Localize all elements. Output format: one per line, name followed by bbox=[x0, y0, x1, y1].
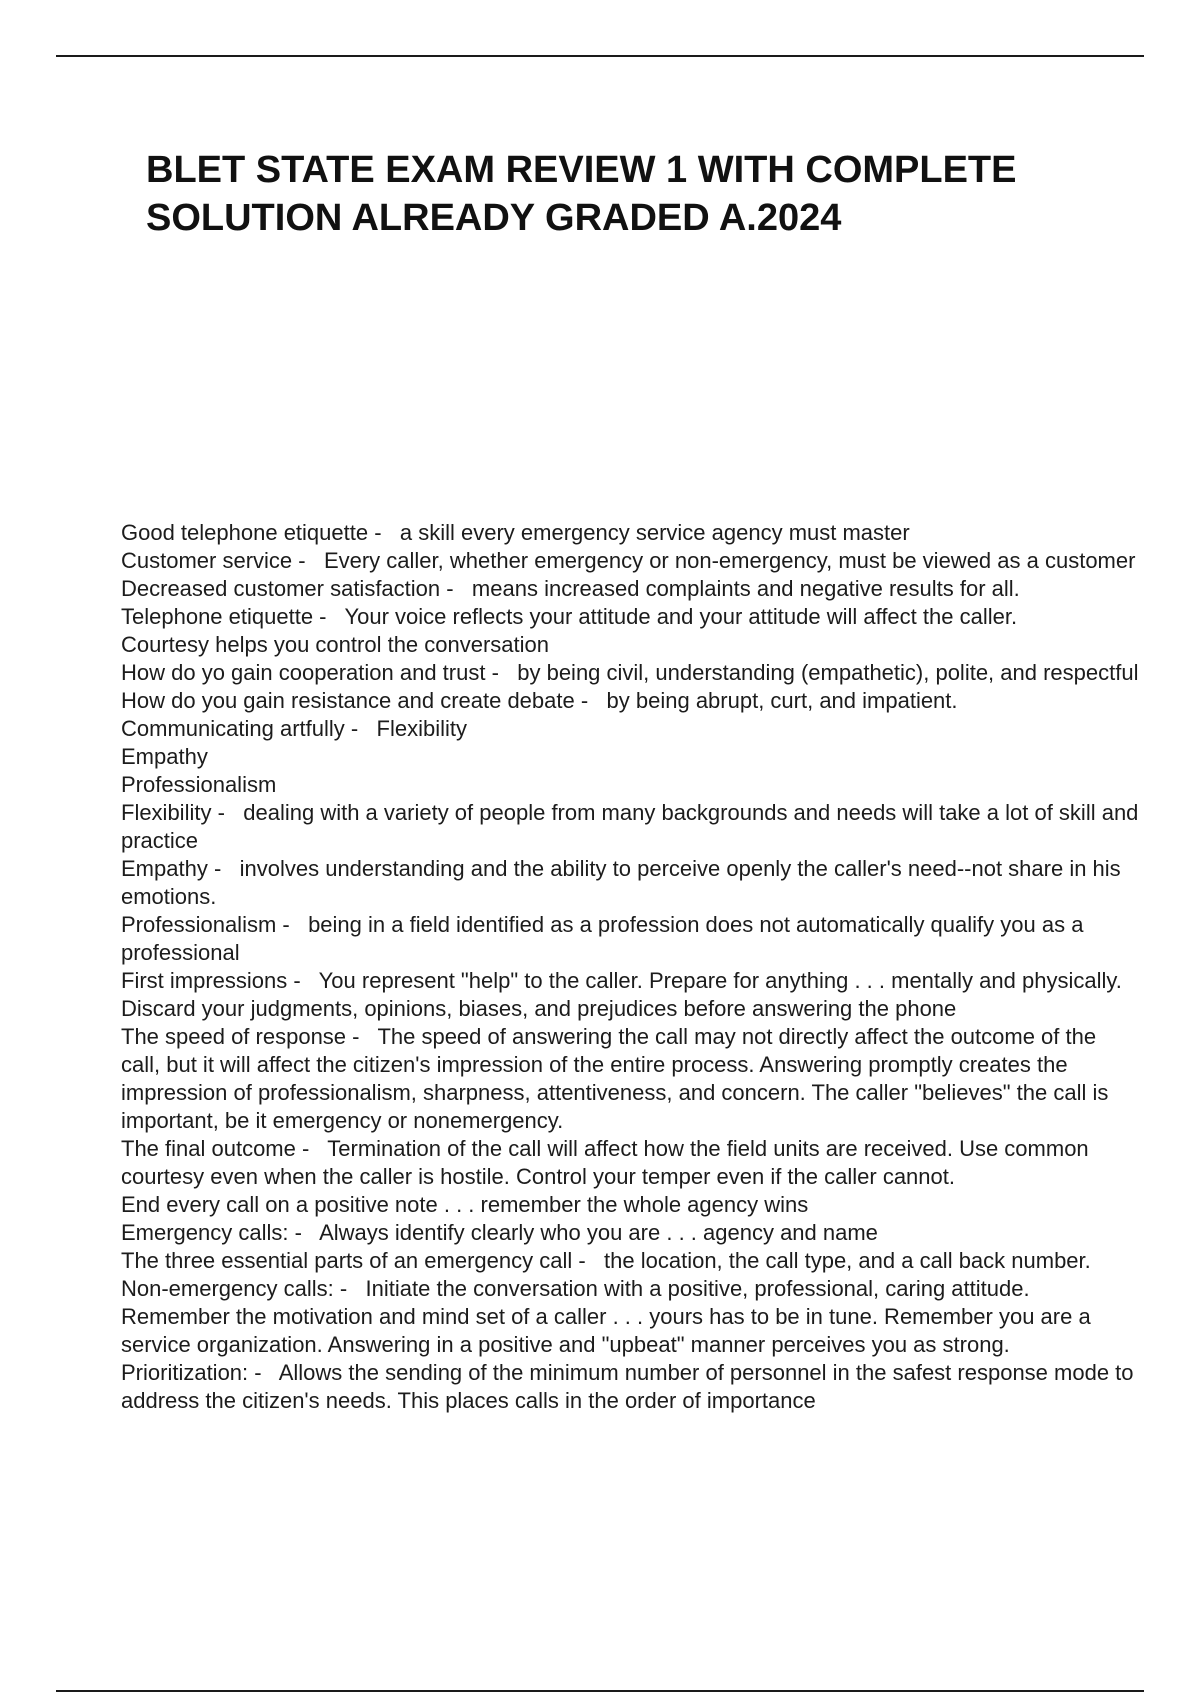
entry-definition: The speed of answering the call may not directly affect the outcome of the call, but it will affect the citizen's impression of the entire process. Answering promptly creates the impression of professionalism, sharpness, attentiveness, and concern. The caller "believes" the call is important, be it emergency or nonemergency. bbox=[121, 1024, 1109, 1133]
entry-customer-service: Customer service - Every caller, whether emergency or non-emergency, must be viewed as a customer bbox=[121, 548, 1136, 573]
study-entries bbox=[121, 519, 1141, 1415]
entry-empathy: Empathy - involves understanding and the ability to perceive openly the caller's need--not share in his emotions. bbox=[121, 856, 1121, 909]
entry-continuation-line bbox=[121, 1191, 1141, 1219]
entry-flexibility: Flexibility - dealing with a variety of people from many backgrounds and needs will take a lot of skill and practice bbox=[121, 800, 1139, 853]
entry-definition: the location, the call type, and a call back number. bbox=[604, 1248, 1091, 1273]
entry-non-emergency-calls: Non-emergency calls: - Initiate the conversation with a positive, professional, caring attitude. bbox=[121, 1276, 1030, 1301]
title-line-1: BLET STATE EXAM REVIEW 1 WITH COMPLETE bbox=[146, 149, 1017, 191]
entry-term: Prioritization: bbox=[121, 1360, 249, 1385]
top-divider bbox=[56, 55, 1144, 57]
entry-definition: by being abrupt, curt, and impatient. bbox=[606, 688, 958, 713]
entry-continuation-line bbox=[121, 743, 1141, 771]
entry-term: Empathy bbox=[121, 856, 208, 881]
entry-speed-of-response: The speed of response - The speed of answering the call may not directly affect the outcome of the call, but it will affect the citizen's impression of the entire process. Answering promptly creates the impression of professionalism, sharpness, attentiveness, and concern. The caller "believes" the call is important, be it emergency or nonemergency. bbox=[121, 1024, 1109, 1133]
entry-term: Telephone etiquette bbox=[121, 604, 314, 629]
entry-term: The three essential parts of an emergency call bbox=[121, 1248, 573, 1273]
entry-final-outcome: The final outcome - Termination of the call will affect how the field units are received. Use common courtesy even when the caller is hostile. Control your temper even if the caller cannot. bbox=[121, 1136, 1089, 1189]
entry-communicating-artfully: Communicating artfully - Flexibility bbox=[121, 716, 467, 741]
entry-definition: being in a field identified as a profession does not automatically qualify you as a professional bbox=[121, 912, 1084, 965]
entry-definition: dealing with a variety of people from many backgrounds and needs will take a lot of skill and practice bbox=[121, 800, 1139, 853]
entry-term: Good telephone etiquette bbox=[121, 520, 369, 545]
entry-term: Decreased customer satisfaction bbox=[121, 576, 441, 601]
entry-term: The final outcome bbox=[121, 1136, 296, 1161]
entry-definition: involves understanding and the ability to perceive openly the caller's need--not share in his emotions. bbox=[121, 856, 1121, 909]
entry-text: Courtesy helps you control the conversation bbox=[121, 632, 550, 657]
entry-continuation-line bbox=[121, 1303, 1141, 1359]
entry-definition: means increased complaints and negative results for all. bbox=[471, 576, 1020, 601]
entry-definition: Flexibility bbox=[376, 716, 467, 741]
entry-definition: a skill every emergency service agency must master bbox=[399, 520, 910, 545]
entry-text: End every call on a positive note . . . remember the whole agency wins bbox=[121, 1192, 809, 1217]
entry-resistance-and-debate: How do you gain resistance and create debate - by being abrupt, curt, and impatient. bbox=[121, 688, 958, 713]
entry-essential-parts-of-call: The three essential parts of an emergency call - the location, the call type, and a call back number. bbox=[121, 1248, 1091, 1273]
bottom-divider bbox=[56, 1690, 1144, 1692]
entry-term: First impressions bbox=[121, 968, 288, 993]
entry-term: Professionalism bbox=[121, 912, 277, 937]
entry-continuation-line bbox=[121, 771, 1141, 799]
entry-definition: Your voice reflects your attitude and your attitude will affect the caller. bbox=[344, 604, 1018, 629]
entry-definition: Allows the sending of the minimum number of personnel in the safest response mode to address the citizen's needs. This places calls in the order of importance bbox=[121, 1360, 1134, 1413]
entry-definition: by being civil, understanding (empathetic), polite, and respectful bbox=[517, 660, 1139, 685]
entry-good-telephone-etiquette: Good telephone etiquette - a skill every emergency service agency must master bbox=[121, 520, 910, 545]
entry-professionalism: Professionalism - being in a field identified as a profession does not automatically qualify you as a professional bbox=[121, 912, 1084, 965]
entry-definition: Every caller, whether emergency or non-emergency, must be viewed as a customer bbox=[323, 548, 1136, 573]
entry-term: Communicating artfully bbox=[121, 716, 345, 741]
entry-definition: You represent "help" to the caller. Prepare for anything . . . mentally and physically. Discard your judgments, opinions, biases, and prejudices before answering the phone bbox=[121, 968, 1122, 1021]
entry-cooperation-and-trust: How do yo gain cooperation and trust - by being civil, understanding (empathetic), polite, and respectful bbox=[121, 660, 1139, 685]
entry-text: Professionalism bbox=[121, 772, 277, 797]
entry-term: Emergency calls: bbox=[121, 1220, 289, 1245]
entry-term: Flexibility bbox=[121, 800, 212, 825]
document-title bbox=[146, 146, 1096, 242]
entry-text: Remember the motivation and mind set of a caller . . . yours has to be in tune. Remember you are a service organization. Answering in a positive and "upbeat" manner perceives you as strong. bbox=[121, 1304, 1091, 1357]
title-line-2: SOLUTION ALREADY GRADED A.2024 bbox=[146, 197, 842, 239]
entry-telephone-etiquette: Telephone etiquette - Your voice reflects your attitude and your attitude will affect the caller. bbox=[121, 604, 1018, 629]
entry-prioritization: Prioritization: - Allows the sending of the minimum number of personnel in the safest response mode to address the citizen's needs. This places calls in the order of importance bbox=[121, 1360, 1134, 1413]
entry-definition: Always identify clearly who you are . . . agency and name bbox=[319, 1220, 878, 1245]
entry-definition: Termination of the call will affect how the field units are received. Use common courtesy even when the caller is hostile. Control your temper even if the caller cannot. bbox=[121, 1136, 1089, 1189]
entry-term: Non-emergency calls: bbox=[121, 1276, 334, 1301]
entry-term: The speed of response bbox=[121, 1024, 347, 1049]
entry-term: How do yo gain cooperation and trust bbox=[121, 660, 486, 685]
entry-term: Customer service bbox=[121, 548, 293, 573]
entry-emergency-calls: Emergency calls: - Always identify clearly who you are . . . agency and name bbox=[121, 1220, 878, 1245]
entry-definition: Initiate the conversation with a positive, professional, caring attitude. bbox=[365, 1276, 1030, 1301]
entry-term: How do you gain resistance and create debate bbox=[121, 688, 575, 713]
entry-continuation-line bbox=[121, 631, 1141, 659]
entry-decreased-customer-satisfaction: Decreased customer satisfaction - means increased complaints and negative results for all. bbox=[121, 576, 1020, 601]
entry-first-impressions: First impressions - You represent "help" to the caller. Prepare for anything . . . mentally and physically. Discard your judgments, opinions, biases, and prejudices before answering the phone bbox=[121, 968, 1122, 1021]
entry-text: Empathy bbox=[121, 744, 208, 769]
